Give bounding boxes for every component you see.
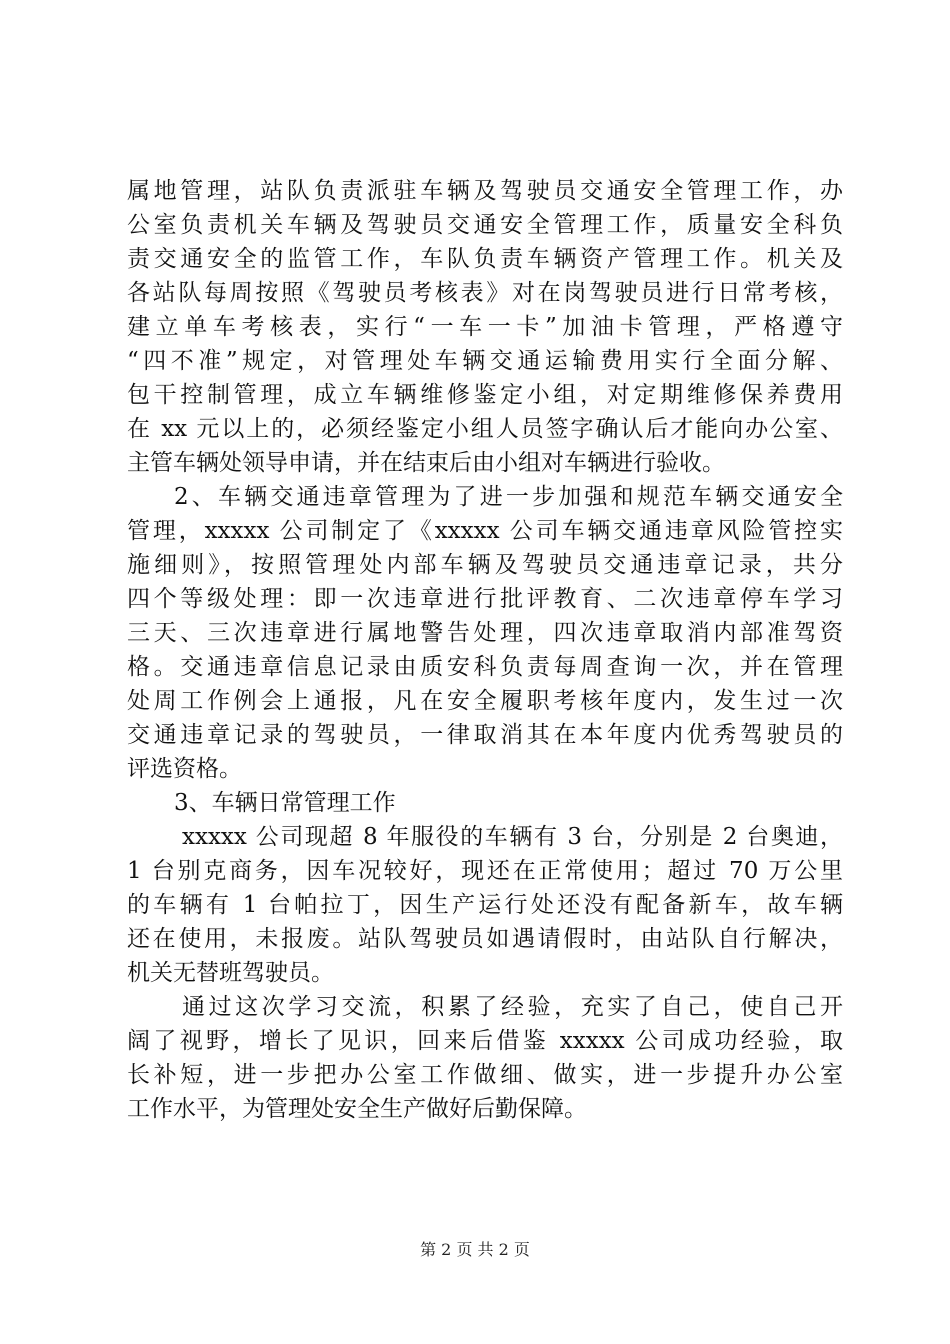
body-text bbox=[127, 174, 843, 1126]
text-line: 建立单车考核表，实行“一车一卡”加油卡管理，严格遵守 bbox=[127, 314, 843, 340]
text-line: 工作水平，为管理处安全生产做好后勤保障。 bbox=[127, 1096, 587, 1122]
text-line: 机关无替班驾驶员。 bbox=[127, 960, 334, 986]
text-line: 交通违章记录的驾驶员，一律取消其在本年度内优秀驾驶员的 bbox=[127, 722, 843, 748]
text-line: 各站队每周按照《驾驶员考核表》对在岗驾驶员进行日常考核， bbox=[127, 280, 843, 306]
page-number-footer: 第 2 页 共 2 页 bbox=[420, 1240, 530, 1259]
text-line: 长补短，进一步把办公室工作做细、做实，进一步提升办公室 bbox=[127, 1062, 843, 1088]
text-line: 施细则》，按照管理处内部车辆及驾驶员交通违章记录，共分 bbox=[127, 552, 843, 578]
text-line: 通过这次学习交流，积累了经验，充实了自己，使自己开 bbox=[182, 994, 843, 1020]
text-line: 阔了视野，增长了见识，回来后借鉴 xxxxx 公司成功经验，取 bbox=[127, 1028, 843, 1054]
section-heading: 3、车辆日常管理工作 bbox=[174, 790, 396, 816]
text-line: 评选资格。 bbox=[127, 756, 242, 782]
text-line: 四个等级处理：即一次违章进行批评教育、二次违章停车学习 bbox=[127, 586, 843, 612]
text-line: “四不准”规定，对管理处车辆交通运输费用实行全面分解、 bbox=[127, 348, 843, 374]
text-line: 在 xx 元以上的，必须经鉴定小组人员签字确认后才能向办公室、 bbox=[127, 416, 843, 442]
text-line: 公室负责机关车辆及驾驶员交通安全管理工作，质量安全科负 bbox=[127, 212, 843, 238]
text-line: 管理，xxxxx 公司制定了《xxxxx 公司车辆交通违章风险管控实 bbox=[127, 518, 843, 544]
text-line: 2、车辆交通违章管理为了进一步加强和规范车辆交通安全 bbox=[174, 484, 843, 510]
text-line: 处周工作例会上通报，凡在安全履职考核年度内，发生过一次 bbox=[127, 688, 843, 714]
text-line: 包干控制管理，成立车辆维修鉴定小组，对定期维修保养费用 bbox=[127, 382, 843, 408]
text-line: 主管车辆处领导申请，并在结束后由小组对车辆进行验收。 bbox=[127, 450, 725, 476]
text-line: 属地管理，站队负责派驻车辆及驾驶员交通安全管理工作，办 bbox=[127, 178, 843, 204]
text-line: 三天、三次违章进行属地警告处理，四次违章取消内部准驾资 bbox=[127, 620, 843, 646]
text-line: 的车辆有 1 台帕拉丁，因生产运行处还没有配备新车，故车辆 bbox=[127, 892, 843, 918]
text-line: 格。交通违章信息记录由质安科负责每周查询一次，并在管理 bbox=[127, 654, 843, 680]
text-line: 责交通安全的监管工作，车队负责车辆资产管理工作。机关及 bbox=[127, 246, 843, 272]
text-line: xxxxx 公司现超 8 年服役的车辆有 3 台，分别是 2 台奥迪， bbox=[182, 824, 843, 850]
text-line: 1 台别克商务，因车况较好，现还在正常使用；超过 70 万公里 bbox=[127, 858, 843, 884]
text-line: 还在使用，未报废。站队驾驶员如遇请假时，由站队自行解决， bbox=[127, 926, 843, 952]
